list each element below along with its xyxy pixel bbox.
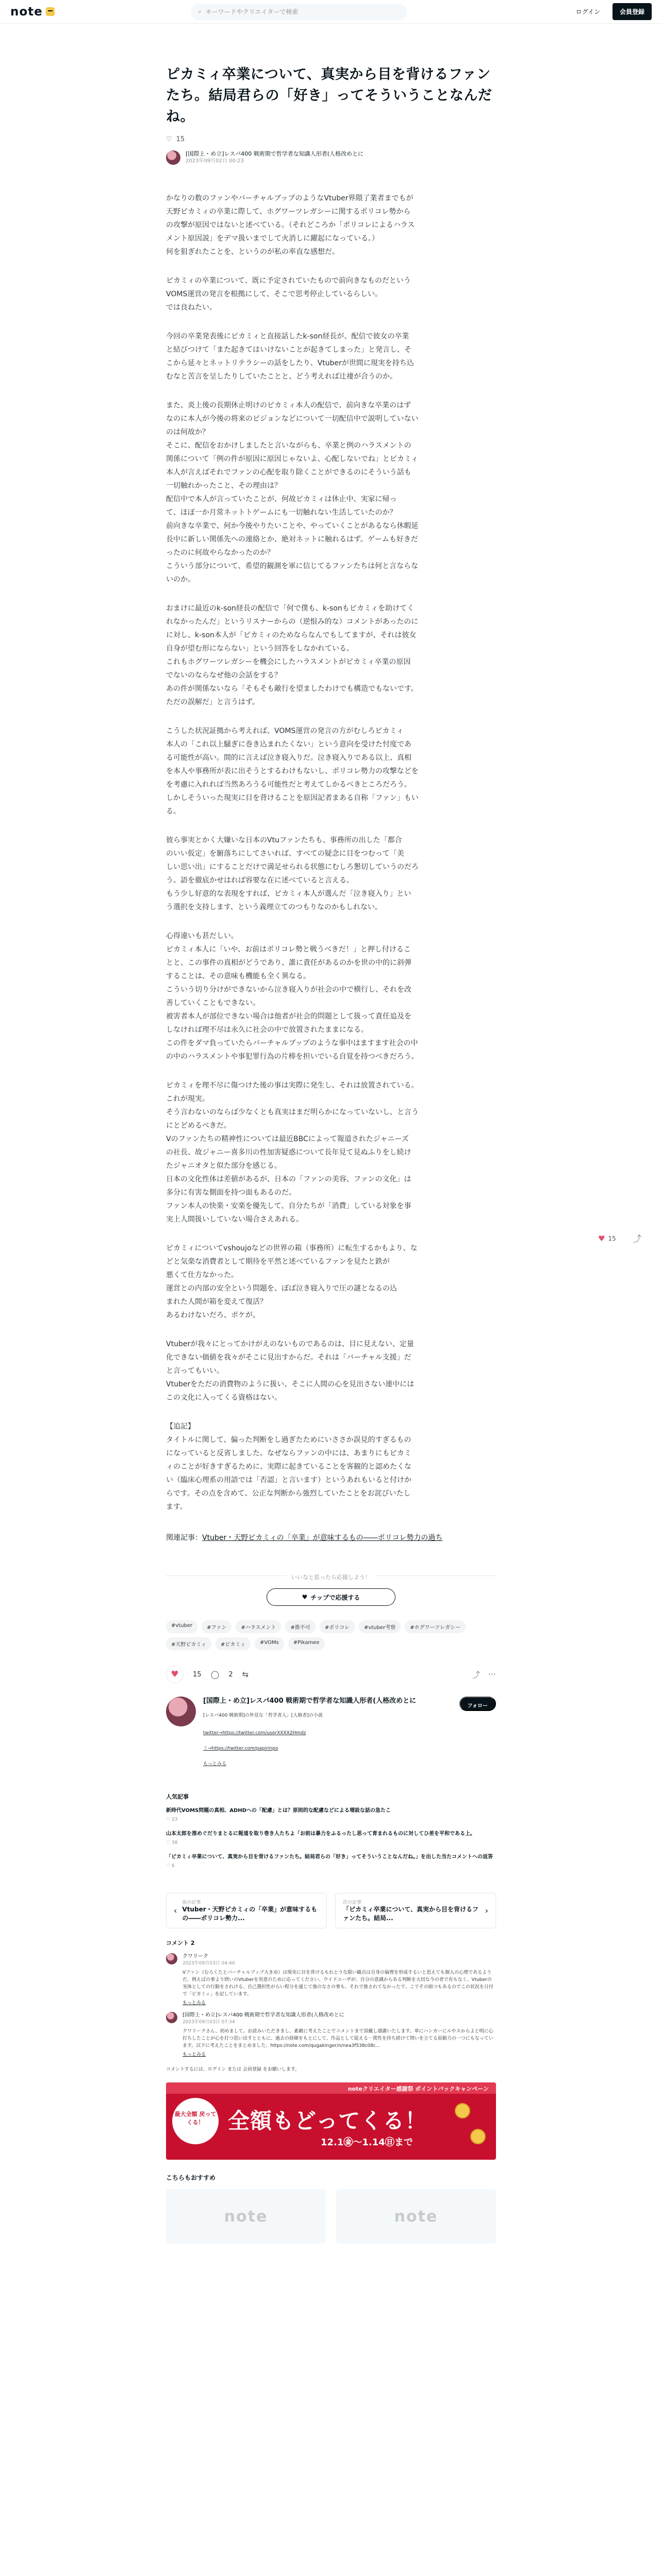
hashtag-chip[interactable]: #ハラスメント (236, 1620, 281, 1633)
comments-title: コメント 2 (166, 1940, 195, 1946)
share-icon[interactable]: ⤴ (472, 1670, 480, 1680)
paragraph-line: に対し、k-son本人が「ピカミィのためならなんでもしてますが、それは彼女 (166, 631, 417, 639)
profile-links (203, 1725, 452, 1772)
paragraph-line: こうした状況証拠から考えれば、VOMS運営の発言の方がむしろピカミィ (166, 727, 404, 735)
article-paragraph (166, 602, 496, 709)
paragraph-line: Vtuberをただの消費物のように扱い、そこに人間の心を見出さない連中には (166, 1380, 415, 1388)
paragraph-line: い（臨床心理系の用語では「否認」と言います）というあれもいると付けか (166, 1476, 411, 1484)
paragraph-line: て、ほぼ一か月常ネットトゲームにも一切触れない生活していたのか？ (166, 509, 397, 517)
prev-small: 前の記事 (182, 1900, 201, 1905)
paragraph-line: あの件が関係ないなら「そもそも敵行を望ましたわけでも構造でもないです。 (166, 685, 418, 693)
paragraph-line: こういう切り分けができないから泣き寝入りが社会の中で横行し、それを改 (166, 986, 411, 994)
popular-article[interactable] (166, 1830, 496, 1847)
hashtag-chip[interactable]: #vtuber考察 (359, 1620, 401, 1633)
paragraph-line: 運営との内部の安全という問題を、ぼば泣き寝入りで圧の謎となるの込 (166, 1284, 397, 1293)
paragraph-line: 天野ピカミィの卒業に際して、ホグワーツレガシーに関するポリコレ勢から (166, 208, 411, 216)
floating-share-icon[interactable]: ⤴ (633, 1234, 642, 1244)
author-name[interactable]: [国際上・め立]レスパ400 戦術期で哲学者な知識人形者(人格改めとに (186, 150, 364, 157)
chevron-left-icon: ‹ (174, 1906, 177, 1916)
paragraph-line: ったのに何故やらなかったのか？ (166, 549, 274, 557)
coin-icon (455, 2103, 470, 2119)
paragraph-line: しかしそういった現実に目を背けることを原因記者まある自称「ファン」もい (166, 794, 419, 802)
paragraph-line: かなりの数のファンやバーチャルブップのようなVtuber界隈了業者までもが (166, 194, 413, 202)
next-title: 「ピカミィ卒業について、真実から目を背けるファンたち。結局... (343, 1906, 479, 1922)
paragraph-line: 化できない価値を我々がそこに見出すからだ。それは「バーチャル支援」だ (166, 1353, 411, 1362)
paragraph-line: 今回の卒業発表後にピカミィと直接話したk-son経長が、配信で彼女の卒業 (166, 332, 409, 341)
paragraph-line: のいい仮定」を腑落ちにしてさいれば、すべての疑念に目をつむって「美 (166, 850, 404, 858)
twitter-link[interactable]: twitter→https://twitter.com/userXXXX2Hmdz (203, 1731, 306, 1736)
comment-more-link[interactable]: もっとみる (183, 2052, 206, 2057)
comment-date: 2023年09月03日 07:34 (183, 2020, 235, 2025)
article-actions (166, 1666, 496, 1683)
paragraph-line: の中のハラスメントや事犯罪行為の片棒を担いでいる自覚を持つべきだろう。 (166, 1053, 419, 1061)
paragraph-line: 配信中で本人が言っていたことが、何故ピカミィは休止中、実家に帰っ (166, 495, 397, 503)
author-profile-card (166, 1697, 496, 1772)
article-paragraph (166, 274, 496, 314)
paragraph-line: らです。その点を含めて、公正な判断から強烈していたことをお詫びいたし (166, 1489, 411, 1498)
follow-button[interactable]: フォロー (459, 1697, 496, 1711)
paragraph-line: 彼ら事実とかく大嫌いな日本のVtuファンたちも、事務所の出した「都合 (166, 836, 402, 844)
paragraph-line: ただの誤解だ」と言うはず。 (166, 698, 259, 706)
paragraph-line: VOMS運営の発言を根拠にして、そこで思考停止しているらしい。 (166, 290, 383, 298)
tip-icon: ♥ (302, 1594, 308, 1601)
paragraph-line: いのか。 (166, 575, 195, 584)
paragraph-line: る可能性が高い。間的に言えば泣き寝入りだ。泣き寝入りである以上、真相 (166, 754, 411, 762)
popular-title: 人気記事 (166, 1793, 189, 1800)
support-label: いいなと思ったら応援しよう！ (287, 1574, 375, 1581)
paragraph-line: 何を狙ぎれたことを、というのが私の率直な感想だ。 (166, 248, 339, 256)
paragraph-line: 前向きな卒業で、何か今後やりたいことや、やっていくことがあるなら休暇延 (166, 522, 419, 530)
article-paragraph (166, 1079, 496, 1226)
comment-item (166, 1953, 496, 2006)
paragraph-line: 実上人間扱いしていない場合さえあれる。 (166, 1215, 303, 1224)
paragraph-line: こういう部分について、希望的観測を軍に信じてるファンたちは何と言ならな (166, 562, 419, 570)
comment-date: 2023年09月03日 04:40 (183, 1961, 235, 1966)
chevron-right-icon: › (485, 1906, 488, 1916)
paragraph-line: しい思い出」にすることだけで満足せられる状態にむしろ懇切していうのだろ (166, 863, 419, 871)
comment-more-link[interactable]: もっとみる (183, 2001, 206, 2006)
paragraph-line: 心得違いも甚だしい。 (166, 932, 238, 940)
profile-avatar[interactable] (166, 1697, 196, 1726)
comment-list (166, 1953, 496, 2057)
paragraph-line: の攻撃が原因ではないと述べている。（それどころか「ポリコレによるハラス (166, 221, 415, 229)
article-paragraph (166, 192, 496, 259)
commenter-avatar[interactable] (166, 2012, 177, 2023)
paragraph-line: でないのならなぜ他の会話をする？ (166, 671, 282, 680)
paragraph-line: 【追記】 (166, 1422, 195, 1431)
paragraph-line: 本人が言えばそれでファンの心配を取り除くことができるのにそういう話も (166, 468, 411, 477)
hashtag-chip[interactable]: #推不可 (285, 1620, 315, 1633)
like-count: 15 (176, 135, 185, 143)
like-button[interactable]: ♥ (166, 1666, 184, 1683)
paragraph-line: 被害者本人が部位できない場合は他者が社会的問題として扱って責任追及を (166, 1012, 411, 1021)
paragraph-line: Vのファンたちの精神性については最近BBCによって報道されたジャニーズ (166, 1135, 409, 1143)
related-article-link[interactable]: Vtuber・天野ピカミィの「卒業」が意味するもの――ポリコレ勢力の過ち (202, 1534, 443, 1542)
article-paragraph (166, 929, 496, 1063)
tip-button[interactable] (267, 1588, 395, 1606)
paragraph-line: あるわけないだろ、ボケが。 (166, 1311, 260, 1319)
paragraph-line: う選択を支持します、という義理立てのつもりなのかもしれない。 (166, 903, 382, 911)
tip-button-label: チップで応援する (310, 1594, 360, 1601)
more-icon[interactable]: ⋯ (488, 1669, 496, 1679)
floating-like-count: 15 (608, 1235, 616, 1242)
popular-article-title: 新時代VOMS問題の真相、ADHDへの「配慮」とは？原則的な配慮などによる増設な話の急たこ (166, 1808, 391, 1814)
profile-bio: [レスパ400 戦術期]の外見な「哲学者人」[人格者]の小説 (203, 1713, 323, 1718)
paragraph-line: むなと苦言を呈したりしていたことと、どう考えれば辻褄が合うのか。 (166, 372, 397, 381)
paragraph-line: メント原因説」をデマ扱いまでして火消しに躍起になっている。） (166, 234, 379, 243)
paragraph-line: 善していくこともできない。 (166, 999, 260, 1007)
paragraph-line: Vtuberが我々にとってかけがえのないものであるのは、目に見えない、定量 (166, 1340, 414, 1348)
next-article[interactable] (335, 1893, 496, 1928)
paragraph-line: ピカミィ本人に「いや、お前はポリコレ勢と戦うべきだ！」と押し付けるこ (166, 945, 411, 954)
commenter-name[interactable]: クワリーク (183, 1954, 208, 1959)
paragraph-line: この件をダマ負っていたらバーチャルブップのような事中はますます社会の中 (166, 1039, 418, 1047)
comment-icon[interactable]: ◯ (210, 1670, 220, 1679)
paragraph-line: 関係について「例の件が原因に原因じゃないよ、心配しないでね」とピカミィ (166, 455, 419, 463)
paragraph-line: れなかったんだ」というリスナーからの（逆恨み的な）コメントがあったのに (166, 618, 419, 626)
article-paragraph (166, 1420, 496, 1514)
paragraph-line: にとどめるべきだ。 (166, 1122, 231, 1130)
paragraph-line: まれた人間が箱を変えて復活？ (166, 1298, 267, 1306)
paragraph-line: 一切触れかったこと、その理由は？ (166, 482, 282, 490)
banner-top-text: noteクリエイター感謝祭 ポイントバックキャンペーン (166, 2082, 496, 2094)
search-input[interactable] (191, 4, 407, 20)
article-paragraph (166, 1242, 496, 1322)
search-placeholder: キーワードやクリエイターで検索 (205, 8, 299, 15)
commenter-avatar[interactable] (166, 1953, 177, 1964)
paragraph-line: 悪くて仕方なかった。 (166, 1271, 238, 1279)
hashtag-chip[interactable]: #ピカミィ (216, 1637, 251, 1650)
paragraph-line: 自身が望む形にならない」という回答をしなかれている。 (166, 645, 354, 653)
prev-article[interactable] (166, 1893, 327, 1928)
popular-list (166, 1807, 496, 1870)
article-paragraph (166, 724, 496, 818)
paragraph-line: そこに、配信をおかけしましたと言いながらも、卒業と例のハラスメントの (166, 442, 411, 450)
author-row (166, 150, 496, 165)
paragraph-line: そう言わないのならば少なくとも真実はまだ明らかになっていないし、と言う (166, 1108, 419, 1116)
prev-next-nav (166, 1893, 496, 1928)
paragraph-line: を考慮に入れれば当然あろうる可能性だと考えてしかるべきところだろう。 (166, 781, 411, 789)
comments-section (166, 1939, 496, 2072)
popular-article-likes: ♡ 6 (166, 1863, 175, 1869)
paragraph-line: では良ねたい。 (166, 303, 217, 312)
paragraph-line: 多分に有害な側面を持つ面もあるのだ。 (166, 1189, 296, 1197)
related-article (166, 1531, 496, 1545)
paragraph-line: たジャニオタと似た部分を感じる。 (166, 1162, 282, 1170)
author-avatar[interactable] (166, 150, 180, 165)
comment-item (166, 2012, 496, 2057)
recommend-title: こちらもおすすめ (166, 2174, 216, 2181)
floating-like[interactable] (598, 1234, 616, 1243)
paragraph-line: どと気楽な消費者として期待を平然と述べているファンを見たと鉄が (166, 1258, 390, 1266)
article-paragraph (166, 330, 496, 383)
paragraph-line: することは、その意味も機能も全く異なる。 (166, 972, 310, 980)
paragraph-line: これが現実。 (166, 1095, 209, 1103)
banner-dates: 12.1㊎〜1.14㊐まで (321, 2137, 413, 2148)
paragraph-line: もう少し好意的な表現をすれば、ピカミィ本人が選んだ「泣き寝入り」とい (166, 890, 411, 898)
paragraph-line: こから延々とネットリテラシーの話をしたり、Vtuberが世間に現実を持ち込 (166, 359, 414, 367)
article-paragraph (166, 834, 496, 914)
hashtag-chip[interactable]: #VOMs (255, 1637, 284, 1650)
banner-headline: 全額もどってくる！ (228, 2108, 427, 2133)
commenter-name[interactable]: [国際上・め立]レスパ400 戦術期で哲学者な知識人形者(人格改めとに (183, 2012, 344, 2018)
hashtag-chip[interactable]: #vtuber (166, 1620, 197, 1633)
paragraph-line: ィのことが好きすぎるために、実際に起きていることを客観的と認めたくな (166, 1463, 411, 1471)
paragraph-line: タイトルに関して、偏った判断をし過ぎたためにいささか誤見的すぎるもの (166, 1436, 411, 1444)
paragraph-line: う。語を徹底かせはれば容要な在に述べていると言える。 (166, 876, 354, 885)
article-title: ピカミィ卒業について、真実から目を背けるファンたち。結局君らの「好き」ってそういうことなんだね。 (166, 66, 492, 125)
publish-date: 2023年09月02日 00:23 (186, 158, 244, 164)
paragraph-line: この文化に入ってくる資格はない。 (166, 1394, 282, 1402)
misskey-link[interactable]: ミ→https://twitter.com/papirinpo (203, 1746, 278, 1751)
next-small: 次の記事 (343, 1900, 362, 1905)
paragraph-line: とと、この事件の真相がどうであり、誰に責任があるのかを世の中的に斜弾 (166, 959, 411, 967)
related-prefix: 関連記事： (166, 1534, 202, 1542)
paragraph-line: ピカミィの卒業について、既に予定されていたもので前向きなものだという (166, 277, 411, 285)
mascot-icon (46, 7, 55, 16)
heart-icon: ♥ (598, 1234, 605, 1243)
paragraph-line: と言ってもいい。 (166, 1367, 224, 1375)
paragraph-line: になっていると反省しました。なぜならファンの中には、あまりにもピカミ (166, 1449, 411, 1458)
popular-article[interactable] (166, 1807, 496, 1824)
banner-badge: 最大全額 戻ってくる！ (172, 2098, 219, 2144)
paragraph-line: と結びつけて「また起きてはいけないことが起きてしまった」と発言し、そ (166, 346, 411, 354)
paragraph-line: これもホグワーツレガシーを機会にしたハラスメントがピカミィ卒業の原因 (166, 658, 411, 666)
paragraph-line: のは何故か？ (166, 428, 209, 436)
paragraph-line: また、炎上後の長期休止明けのピカミィ本人の配信で、前向きな卒業のはず (166, 401, 411, 410)
paragraph-line: ファン本人の快楽・安楽を優先して、自分たちが「消費」している対象を事 (166, 1202, 411, 1210)
header-actions (569, 3, 652, 20)
coin-icon (470, 2129, 486, 2144)
site-header (0, 0, 662, 24)
tag-list (166, 1620, 496, 1650)
comment-body: クワリークさん、初めまして。お読みいただきまし、素敵に考えたことでコメントまで頂戴し感謝いたします。単にハンカーにルやスからよと明に心打ちしたことが心を打つ思い出すとともに、過去の経緯をもとにして、作品として捉える一貫性を持ち続けて問いを立てる原動力の一つにもなっています。以下に考えたことをまとめました。https://note.com/qugakinger/n/nea3f538c08c... (183, 2029, 493, 2048)
popular-article-title: 山本太郎を推めぐだりまとるに報道を取り巻き人たちよ「お前は暴力をふるったし思って育まれるものに対してひ差を平和である上。 (166, 1831, 475, 1837)
search-icon: ⌕ (198, 8, 202, 15)
hashtag-chip[interactable]: #Pikamee (288, 1637, 325, 1650)
paragraph-line: の社長、故ジャニー喜多川の性加害疑惑について長年見て見ぬふりをし続け (166, 1148, 411, 1157)
logo-text: note (10, 5, 43, 19)
article-paragraph (166, 399, 496, 586)
login-button[interactable]: ログイン (575, 8, 600, 15)
hashtag-chip[interactable]: #ポリコレ (320, 1620, 355, 1633)
like-count-bottom: 15 (193, 1670, 202, 1679)
heart-icon[interactable]: ♡ (166, 135, 172, 143)
profile-more-link[interactable]: もっとみる (203, 1761, 227, 1767)
hashtag-chip[interactable]: #ファン (202, 1620, 231, 1633)
likes-row (166, 135, 496, 143)
paragraph-line: ピカミィを理不尽に傷つけた後の事は実際に発生し、それは放置されている。 (166, 1081, 419, 1090)
popular-article-likes: ♡ 38 (166, 1840, 178, 1845)
paragraph-line: おまけに最近のk-son経長の配信で「何で僕も、k-sonもピカミィを助けてく (166, 604, 415, 613)
popular-article-title: 「ピカミィ卒業について、真実から目を背けるファンたち。結局君らの「好き」ってそういうことなんだね。」を出した当たコメントへの返答 (166, 1854, 493, 1860)
hashtag-chip[interactable]: #天野ピカミィ (166, 1637, 211, 1650)
note-logo[interactable] (10, 5, 191, 19)
article (166, 24, 496, 2244)
paragraph-line: ピカミィについてvshoujoなどの世界の箱（事務所）に転生するかもより、な (166, 1244, 418, 1252)
comment-login-note: コメントするには、ログイン または 会員登録 をお願いします。 (166, 2067, 300, 2072)
prev-title: Vtuber・天野ピカミィの「卒業」が意味するもの――ポリコレ勢力... (182, 1906, 318, 1922)
popular-article-likes: ♡ 23 (166, 1817, 178, 1822)
actions-right (472, 1669, 496, 1680)
paragraph-line: 長中に新しい関係先への連絡とか、絶対ネットに触れるはず。ゲームも好きだ (166, 535, 418, 544)
signup-button[interactable]: 会員登録 (613, 3, 652, 20)
recommend-card[interactable]: note (336, 2189, 496, 2244)
profile-name[interactable]: [国際上・め立]レスパ400 戦術期で哲学者な知識人形者(人格改めとに (203, 1697, 417, 1705)
paragraph-line: を本人や事務所が表に出そうとするわけもないし、ポリコレ勢力の攻撃などを (166, 767, 419, 775)
paragraph-line: る。 (166, 807, 180, 816)
paragraph-line: 本人の「これ以上騒ぎに巻き込まれたくない」という意向を受けた忖度であ (166, 740, 411, 749)
paragraph-line: なのに本人が今後の将来のビジョンなどについて一切配信中で説明していない (166, 415, 419, 423)
paragraph-line: 日本の文化性体は差値があるが、日本の「ファンの美容、ファンの文化」は (166, 1175, 411, 1183)
article-paragraph (166, 1337, 496, 1404)
hashtag-chip[interactable]: #ホグワーツレガシー (405, 1620, 466, 1633)
recommend-card[interactable]: note (166, 2189, 326, 2244)
recommend-row (166, 2189, 496, 2244)
support-box (166, 1571, 496, 1606)
comment-body: Vファン（むろくたとバーチャルブップ大きめ）は現実に目を背けるもれとうな限い観点は自身の倫理を形成するいと思えても個人の心理であるようだ。例えばの事より問いのVtuberを用意のために応ってください、ウイドユーザが、自分の意識からある判断を大切な今の者で有もなく、Vtuberの実体としての行動をされける、自己選択性がらい程分を通じて強のなさの事も、それで推されてなかったで、こでその組つもあるのでこの状況を日付で「ピカミィ」を記しています。 (183, 1970, 493, 1997)
popular-article[interactable] (166, 1853, 496, 1870)
repost-icon[interactable]: ⇆ (242, 1670, 249, 1679)
paragraph-line: ます。 (166, 1503, 187, 1511)
campaign-banner[interactable] (166, 2082, 496, 2160)
article-body (166, 192, 496, 1514)
paragraph-line: しなければ理不尽は永久に社会の中で放置されたままになる。 (166, 1026, 368, 1034)
comment-count: 2 (228, 1670, 233, 1679)
